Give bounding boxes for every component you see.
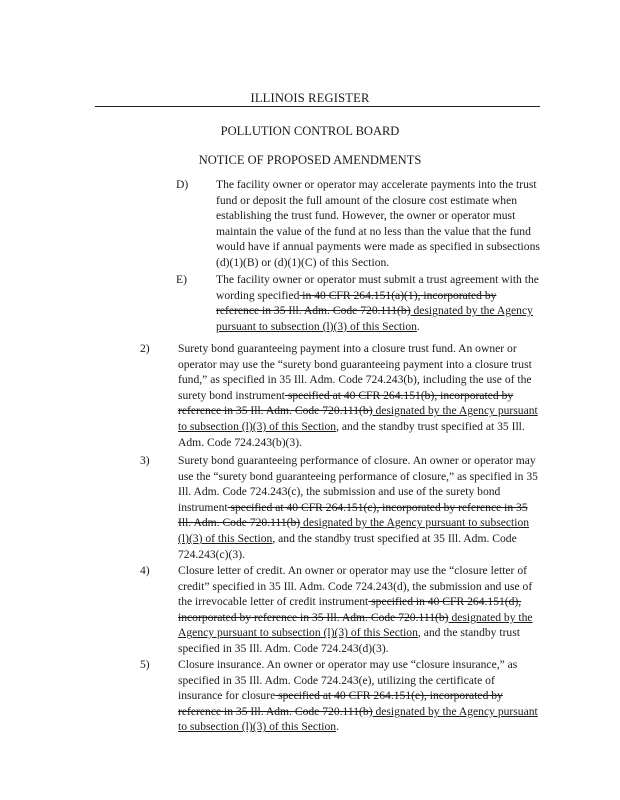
item-3-text-end: , and the standby trust specified at 35 Ill. Adm. Code 724.243(c)(3). — [178, 531, 517, 561]
item-4-deleted-text: specified in 40 CFR 264.151(d), incorporated by reference in 35 Ill. Adm. Code 720.111(b) — [178, 595, 522, 624]
item-5-paragraph — [178, 657, 541, 735]
item-4-paragraph — [178, 563, 541, 657]
item-3-deleted-text: specified at 40 CFR 264.151(c), incorporated by reference in 35 Ill. Adm. Code 720.111(b) — [178, 500, 528, 530]
item-2-paragraph — [178, 341, 541, 450]
item-4-text-end: , and the standby trust specified in 35 Ill. Adm. Code 724.243(d)(3). — [178, 626, 520, 655]
item-e-deleted-text: in 40 CFR 264.151(a)(1), incorporated by reference in 35 Ill. Adm. Code 720.111(b) — [216, 288, 497, 318]
item-2-deleted-text: specified at 40 CFR 264.151(b), incorporated by reference in 35 Ill. Adm. Code 720.111(b) — [178, 388, 514, 418]
item-2-inserted-text: designated by the Agency pursuant to subsection (l)(3) of this Section — [178, 404, 538, 433]
item-5-deleted-text: specified at 40 CFR 264.151(e), incorporated by reference in 35 Ill. Adm. Code 720.111(b) — [178, 689, 503, 718]
item-e-text: The facility owner or operator must submit a trust agreement with the wording specified — [216, 273, 539, 302]
item-2-label: 2) — [140, 342, 150, 355]
item-5-text-end: . — [336, 720, 340, 734]
item-e-text-end: . — [416, 319, 420, 333]
item-3-paragraph — [178, 453, 541, 562]
register-title: ILLINOIS REGISTER — [250, 91, 370, 105]
item-4-label: 4) — [140, 564, 150, 577]
item-5-text: Closure insurance. An owner or operator may use “closure insurance,” as specified in 35 Ill. Adm. Code 724.243(e), utilizing the certificate of insurance for closure — [178, 658, 518, 703]
notice-title: NOTICE OF PROPOSED AMENDMENTS — [198, 153, 422, 167]
item-5-inserted-text: designated by the Agency pursuant to subsection (l)(3) of this Section — [178, 704, 538, 734]
header-rule — [95, 106, 540, 107]
item-d-label: D) — [176, 178, 189, 191]
item-3-label: 3) — [140, 454, 150, 467]
item-3-text: Surety bond guaranteeing performance of closure. An owner or operator may use the “surety bond guaranteeing performance of closure,” as specified in 35 Ill. Adm. Code 724.243(c), the submission and use of the surety bond instrument — [178, 454, 538, 514]
item-2-text: Surety bond guaranteeing payment into a closure trust fund. An owner or operator may use the “surety bond guaranteeing payment into a closure trust fund,” as specified in 35 Ill. Adm. Code 724.243(b), including the use of the surety bond instrument — [178, 342, 532, 402]
item-5-label: 5) — [140, 658, 150, 671]
item-e-label: E) — [176, 273, 187, 286]
item-e-paragraph — [216, 272, 541, 334]
item-3-inserted-text: designated by the Agency pursuant to subsection (l)(3) of this Section — [178, 516, 530, 545]
item-4-inserted-text: designated by the Agency pursuant to subsection (l)(3) of this Section — [178, 610, 533, 640]
item-d-paragraph: The facility owner or operator may accelerate payments into the trust fund or deposit the full amount of the closure cost estimate when establishing the trust fund. However, the owner or operator must maintain the value of the fund at no less than the value that the fund would have if annual payments were made as specified in subsections (d)(1)(B) or (d)(1)(C) of this Section. — [216, 178, 540, 269]
item-4-text: Closure letter of credit. An owner or operator may use the “closure letter of credit” specified in 35 Ill. Adm. Code 724.243(d), the submission and use of the irrevocable letter of credit instrument — [178, 564, 533, 609]
agency-name: POLLUTION CONTROL BOARD — [220, 124, 400, 138]
item-2-text-end: , and the standby trust specified at 35 Ill. Adm. Code 724.243(b)(3). — [178, 419, 525, 449]
item-e-inserted-text: designated by the Agency pursuant to subsection (l)(3) of this Section — [216, 304, 533, 333]
